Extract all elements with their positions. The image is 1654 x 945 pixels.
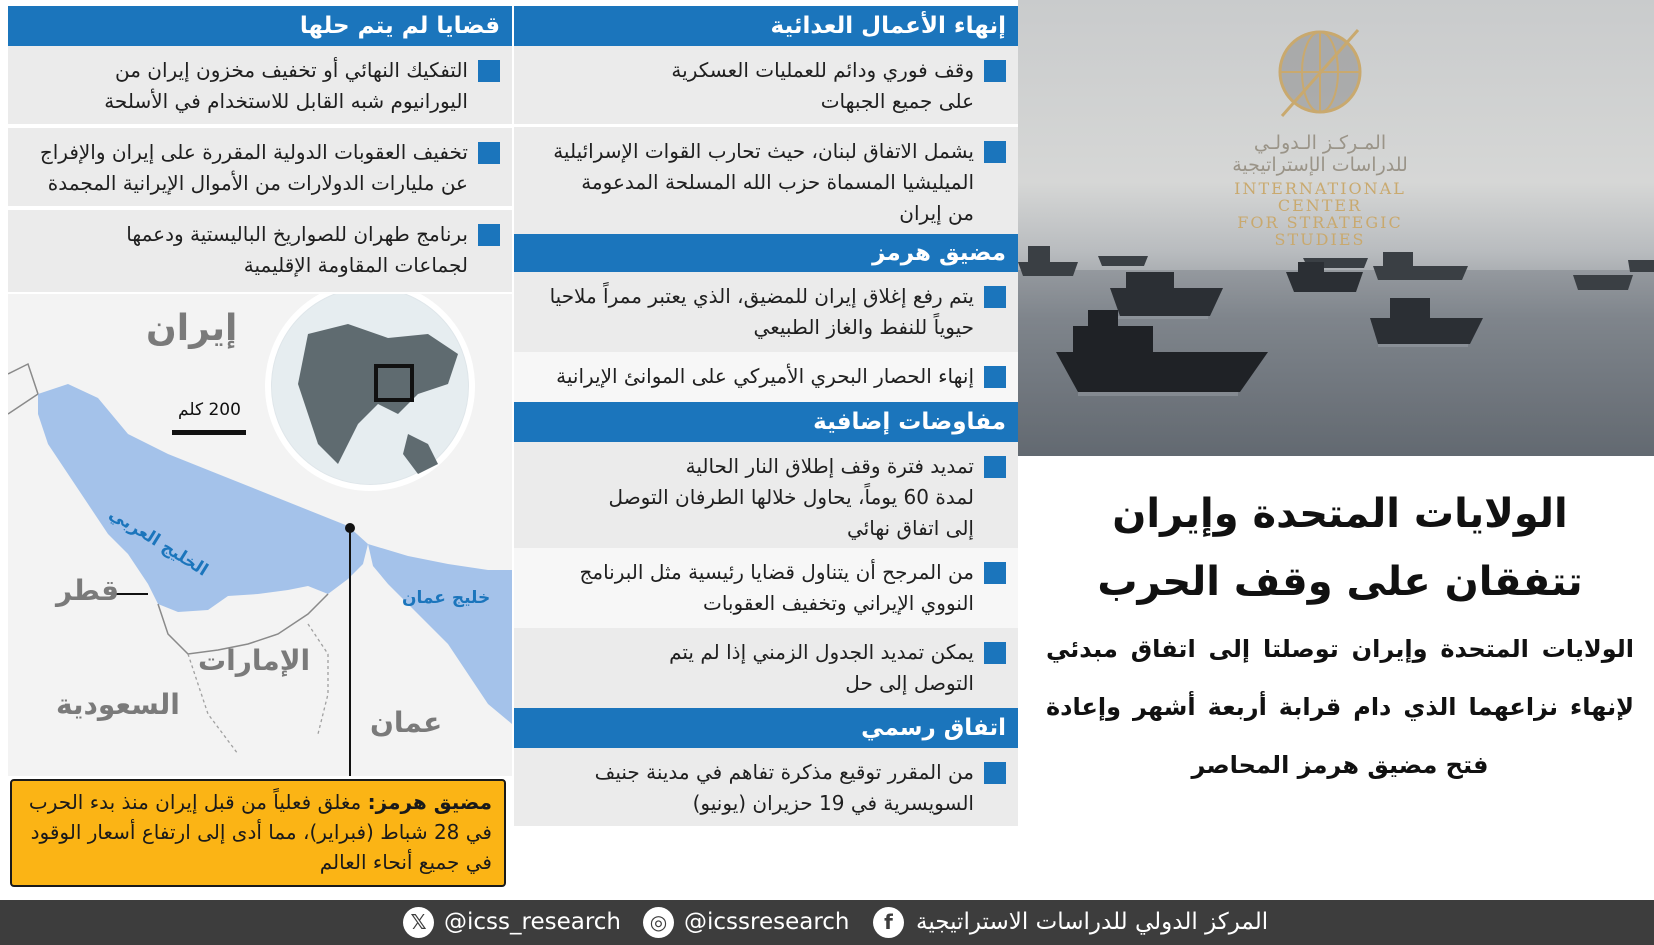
map-label-iran: إيران [146,308,238,349]
hormuz-callout [10,779,506,887]
bullet-square-icon [984,60,1006,82]
map-label-oman: عمان [370,706,443,739]
bullet-square-icon [984,141,1006,163]
gulf-of-oman-water [368,544,512,724]
hormuz-item [514,352,1018,402]
bullet-square-icon [984,286,1006,308]
hostilities-title: إنهاء الأعمال العدائية [514,6,1018,46]
hostilities-item [514,124,1018,234]
logo-arabic-line1: المـركـز الـدولـي [1253,132,1387,154]
hormuz-callout-title: مضيق هرمز: [367,790,492,814]
map-scale-label: 200 كلم [178,400,241,420]
official-agreement-item-text: من المقرر توقيع مذكرة تفاهم في مدينة جنيف السويسرية في 19 حزيران (يونيو) [594,760,974,815]
bullet-square-icon [984,456,1006,478]
hormuz-item-text: يتم رفع إغلاق إيران للمضيق، الذي يعتبر ممراً ملاحيا حيوياً للنفط والغاز الطبيعي [549,284,974,339]
bullet-square-icon [984,562,1006,584]
hostilities-item-text: يشمل الاتفاق لبنان، حيث تحارب القوات الإسرائيلية الميليشيا المسماة حزب الله المسلحة المدعومة من إيران [553,139,974,225]
negotiations-item-text: تمديد فترة وقف إطلاق النار الحالية لمدة 60 يوماً، يحاول خلالها الطرفان التوصل إلى اتفاق نهائي [608,454,974,540]
negotiations-title: مفاوضات إضافية [514,402,1018,442]
headline-title-line2: تتفقان على وقف الحرب [1097,559,1583,605]
hormuz-item [514,272,1018,352]
bullet-square-icon [478,224,500,246]
unresolved-issues-section [8,6,512,292]
bullet-square-icon [984,762,1006,784]
hormuz-callout-text: مغلق فعلياً من قبل إيران منذ بدء الحرب في 28 شباط (فبراير)، مما أدى إلى ارتفاع أسعار الوقود في جميع أنحاء العالم [28,790,492,874]
map-label-gulf-of-oman: خليج عمان [402,588,491,608]
unresolved-item [8,210,512,292]
bullet-square-icon [478,60,500,82]
official-agreement-title: اتفاق رسمي [514,708,1018,748]
negotiations-item-text: يمكن تمديد الجدول الزمني إذا لم يتم التوصل إلى حل [669,640,974,695]
negotiations-item [514,442,1018,548]
footer-bar [0,900,1654,945]
unresolved-item-text: التفكيك النهائي أو تخفيف مخزون إيران من اليورانيوم شبه القابل للاستخدام في الأسلحة [104,58,468,113]
icss-logo [1190,26,1450,248]
hostilities-item [514,46,1018,124]
logo-arabic-line2: للدراسات الإستراتيجية [1232,154,1408,176]
unresolved-item-text: برنامج طهران للصواريخ الباليستية ودعمها لجماعات المقاومة الإقليمية [126,222,468,277]
headline-block [1030,480,1650,794]
bullet-square-icon [478,142,500,164]
headline-subtitle: الولايات المتحدة وإيران توصلتا إلى اتفاق مبدئي لإنهاء نزاعهما الذي دام قرابة أربعة أشهر وإعادة فتح مضيق هرمز المحاصر [1046,635,1634,779]
negotiations-item [514,628,1018,708]
instagram-icon[interactable]: ◎ [643,907,674,938]
hormuz-item-text: إنهاء الحصار البحري الأميركي على الموانئ الإيرانية [556,364,974,388]
unresolved-item [8,128,512,206]
x-icon[interactable]: 𝕏 [403,907,434,938]
logo-english-line1: INTERNATIONAL CENTER [1234,179,1406,215]
logo-english-line2: FOR STRATEGIC STUDIES [1237,213,1403,249]
facebook-icon[interactable]: f [873,907,904,938]
official-agreement-item [514,748,1018,826]
map-label-gulf: الخليج العربي [105,504,212,581]
bullet-square-icon [984,366,1006,388]
unresolved-item-text: تخفيف العقوبات الدولية المقررة على إيران والإفراج عن مليارات الدولارات من الأموال الإيرانية المجمدة [39,140,468,195]
hormuz-title: مضيق هرمز [514,234,1018,272]
headline-title-line1: الولايات المتحدة وإيران [1112,491,1568,537]
unresolved-issues-title: قضايا لم يتم حلها [8,6,512,46]
unresolved-item [8,46,512,124]
region-map [8,294,512,776]
bullet-square-icon [984,642,1006,664]
agreement-terms-section [514,6,1018,836]
footer-x-text[interactable]: @icss_research [444,909,622,935]
globe-locator-icon [268,294,472,488]
globe-logo-icon [1270,26,1370,122]
map-label-uae: الإمارات [198,644,311,677]
map-label-qatar: قطر [56,574,120,607]
footer-instagram-text[interactable]: @icssresearch [684,909,850,935]
footer-facebook-text[interactable]: المركز الدولي للدراسات الاستراتيجية [916,909,1269,935]
negotiations-item [514,548,1018,628]
hostilities-item-text: وقف فوري ودائم للعمليات العسكرية على جميع الجبهات [671,58,974,113]
negotiations-item-text: من المرجح أن يتناول قضايا رئيسية مثل البرنامج النووي الإيراني وتخفيف العقوبات [579,560,974,615]
map-label-saudi: السعودية [56,688,180,721]
